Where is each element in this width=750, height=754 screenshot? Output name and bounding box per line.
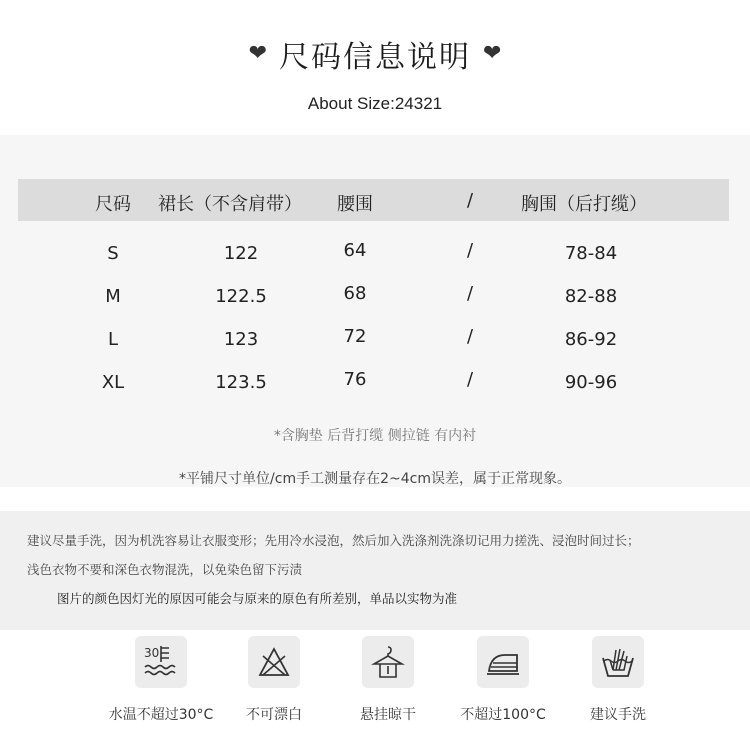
- table-row: [0, 369, 750, 402]
- care-icon-label: 建议手洗: [590, 707, 646, 723]
- care-icon-item: [558, 636, 678, 746]
- waist-cell: 64: [343, 240, 367, 261]
- wash-30-icon: [135, 636, 187, 688]
- page-title: 尺码信息说明: [279, 40, 471, 75]
- chest-cell: 78-84: [564, 243, 618, 264]
- hand-wash-icon: [592, 636, 644, 688]
- slash-cell: /: [466, 326, 474, 347]
- care-line-1: 建议尽量手洗，因为机洗容易让衣服变形；先用冷水浸泡，然后加入洗涤剂洗涤切记用力搓洗、浸泡时间过长；: [27, 533, 640, 548]
- features-note: *含胸垫 后背打缆 侧拉链 有内衬: [273, 428, 477, 444]
- slash-cell: /: [466, 283, 474, 304]
- care-icon-item: [214, 636, 334, 746]
- care-line-3: 图片的颜色因灯光的原因可能会与原来的原色有所差别，单品以实物为准: [57, 591, 458, 606]
- length-cell: 123: [223, 329, 259, 350]
- header-waist: 腰围: [337, 194, 373, 215]
- chest-cell: 82-88: [564, 286, 618, 307]
- waist-cell: 72: [343, 326, 367, 347]
- care-icon-label: 水温不超过30°C: [108, 707, 214, 723]
- header-length: 裙长（不含肩带）: [158, 194, 302, 215]
- size-cell: XL: [101, 372, 125, 393]
- care-icons: [0, 630, 750, 754]
- length-cell: 123.5: [215, 372, 267, 393]
- care-icon-item: [328, 636, 448, 746]
- size-cell: M: [105, 286, 121, 307]
- length-cell: 122.5: [215, 286, 267, 307]
- header-size: 尺码: [95, 194, 131, 215]
- slash-cell: /: [466, 240, 474, 261]
- care-icon-label: 不可漂白: [246, 707, 302, 723]
- chest-cell: 86-92: [564, 329, 618, 350]
- care-line-2: 浅色衣物不要和深色衣物混洗，以免染色留下污渍: [27, 562, 303, 577]
- care-instructions: [0, 511, 750, 630]
- wash-temp-badge: 30: [144, 646, 160, 660]
- length-cell: 122: [223, 243, 259, 264]
- table-row: [0, 283, 750, 316]
- care-icon-label: 悬挂晾干: [360, 707, 416, 723]
- measurement-note: *平铺尺寸单位/cm手工测量存在2~4cm误差，属于正常现象。: [179, 471, 571, 487]
- page-subtitle: About Size:24321: [307, 94, 443, 113]
- heart-right-icon: ❤: [483, 41, 502, 66]
- header: [0, 0, 750, 135]
- care-icon-item: [101, 636, 221, 746]
- size-table-section: [0, 135, 750, 487]
- heart-left-icon: ❤: [248, 41, 267, 66]
- iron-100-icon: [477, 636, 529, 688]
- size-cell: L: [107, 329, 119, 350]
- header-slash: /: [466, 190, 474, 211]
- waist-cell: 68: [343, 283, 367, 304]
- no-bleach-icon: [248, 636, 300, 688]
- care-icon-label: 不超过100°C: [460, 707, 546, 723]
- waist-cell: 76: [343, 369, 367, 390]
- care-icon-item: [443, 636, 563, 746]
- wash-30-svg: [143, 644, 179, 680]
- size-cell: S: [107, 243, 119, 264]
- table-row: [0, 240, 750, 273]
- header-chest: 胸围（后打缆）: [521, 194, 647, 215]
- title-row: [0, 32, 750, 76]
- chest-cell: 90-96: [564, 372, 618, 393]
- table-row: [0, 326, 750, 359]
- hang-dry-icon: [362, 636, 414, 688]
- slash-cell: /: [466, 369, 474, 390]
